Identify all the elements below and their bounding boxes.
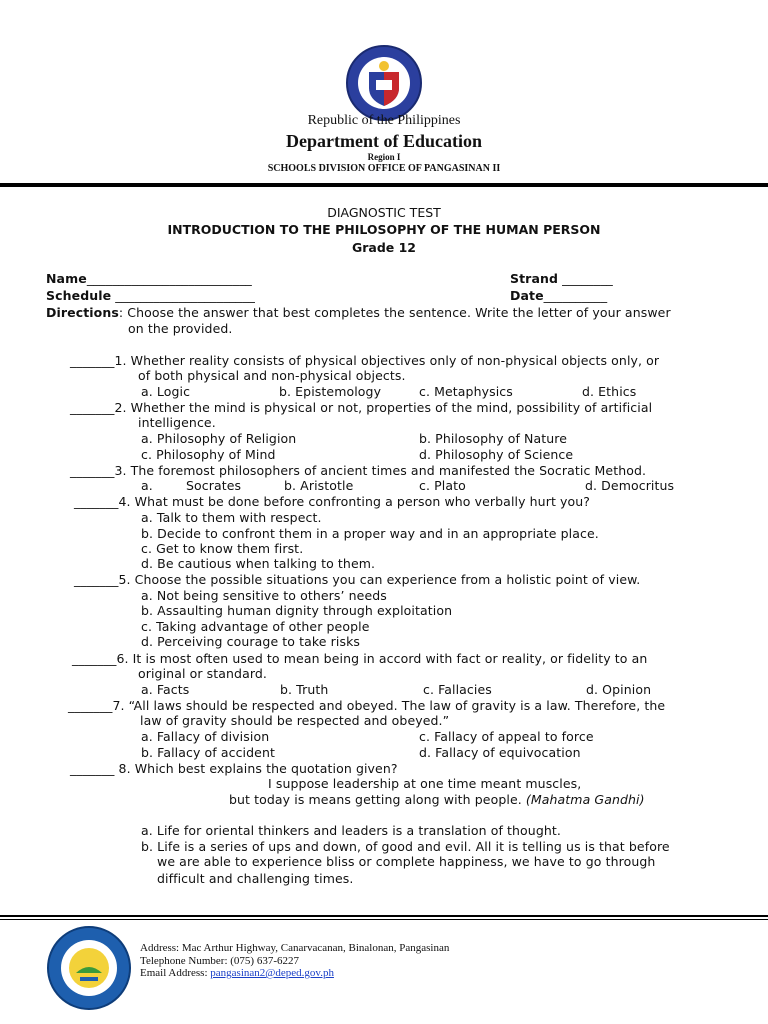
question-7: _______7. “All laws should be respected and obeyed. The law of gravity is a law. Therefore, the xyxy=(68,698,666,713)
q1-option-c: c. Metaphysics xyxy=(419,384,513,399)
question-6: _______6. It is most often used to mean being in accord with fact or reality, or fidelity to an xyxy=(72,651,648,666)
footer-divider-thin xyxy=(0,919,768,920)
q5-option-b: b. Assaulting human dignity through exploitation xyxy=(141,603,453,618)
q7-option-c: c. Fallacy of appeal to force xyxy=(419,729,594,744)
q5-option-a: a. Not being sensitive to others’ needs xyxy=(141,588,387,603)
q6-option-a: a. Facts xyxy=(141,682,190,697)
grade-label: Grade 12 xyxy=(351,240,417,255)
question-5: _______5. Choose the possible situations you can experience from a holistic point of view. xyxy=(74,572,641,587)
q3-option-a: Socrates xyxy=(186,478,242,493)
region-label: Region I xyxy=(367,152,401,162)
q1-option-d: d. Ethics xyxy=(582,384,637,399)
q5-option-d: d. Perceiving courage to take risks xyxy=(141,634,361,649)
q4-option-b: b. Decide to confront them in a proper way and in an appropriate place. xyxy=(141,526,599,541)
department-title: Department of Education xyxy=(286,131,482,151)
test-title: INTRODUCTION TO THE PHILOSOPHY OF THE HUMAN PERSON xyxy=(167,222,601,237)
question-1: _______1. Whether reality consists of physical objectives only of non-physical objects only, or xyxy=(70,353,660,368)
question-8: _______ 8. Which best explains the quotation given? xyxy=(70,761,398,776)
q2-option-c: c. Philosophy of Mind xyxy=(141,447,276,462)
question-2: _______2. Whether the mind is physical or not, properties of the mind, possibility of artificial xyxy=(70,400,653,415)
directions-cont: on the provided. xyxy=(128,321,233,336)
q2-option-a: a. Philosophy of Religion xyxy=(141,431,297,446)
q2-option-d: d. Philosophy of Science xyxy=(419,447,574,462)
q4-option-c: c. Get to know them first. xyxy=(141,541,304,556)
q3-option-d: d. Democritus xyxy=(585,478,675,493)
q8-option-b-cont1: we are able to experience bliss or complete happiness, we have to go through xyxy=(157,854,656,869)
question-3: _______3. The foremost philosophers of ancient times and manifested the Socratic Method. xyxy=(70,463,647,478)
q3-option-a-letter: a. xyxy=(141,478,153,493)
directions: Directions: Choose the answer that best completes the sentence. Write the letter of your answer xyxy=(46,305,671,320)
q6-option-d: d. Opinion xyxy=(586,682,652,697)
question-1-cont: of both physical and non-physical objects. xyxy=(138,368,406,383)
question-6-cont: original or standard. xyxy=(138,666,267,681)
q8-option-b: b. Life is a series of ups and down, of good and evil. All it is telling us is that before xyxy=(141,839,670,854)
header-divider xyxy=(0,183,768,187)
test-type: DIAGNOSTIC TEST xyxy=(327,205,441,220)
footer-email: Email Address: pangasinan2@deped.gov.ph xyxy=(140,967,334,979)
footer-telephone: Telephone Number: (075) 637-6227 xyxy=(140,955,299,967)
name-field[interactable]: Name__________________________ xyxy=(46,271,252,286)
q5-option-c: c. Taking advantage of other people xyxy=(141,619,370,634)
q1-option-b: b. Epistemology xyxy=(279,384,382,399)
q7-option-a: a. Fallacy of division xyxy=(141,729,270,744)
question-7-cont: law of gravity should be respected and obeyed.” xyxy=(140,713,450,728)
footer-address: Address: Mac Arthur Highway, Canarvacanan, Binalonan, Pangasinan xyxy=(140,942,450,954)
q7-option-b: b. Fallacy of accident xyxy=(141,745,275,760)
quote-line-1: I suppose leadership at one time meant muscles, xyxy=(268,776,582,791)
question-2-cont: intelligence. xyxy=(138,415,216,430)
strand-field[interactable]: Strand ________ xyxy=(510,271,613,286)
q8-option-b-cont2: difficult and challenging times. xyxy=(157,871,354,886)
email-link[interactable]: pangasinan2@deped.gov.ph xyxy=(210,967,334,979)
republic-label: Republic of the Philippines xyxy=(307,113,461,128)
division-logo xyxy=(46,925,132,1011)
footer-divider-thick xyxy=(0,915,768,917)
q2-option-b: b. Philosophy of Nature xyxy=(419,431,568,446)
question-4: _______4. What must be done before confronting a person who verbally hurt you? xyxy=(74,494,591,509)
schedule-field[interactable]: Schedule ______________________ xyxy=(46,288,255,303)
deped-seal xyxy=(345,44,423,122)
q3-option-b: b. Aristotle xyxy=(284,478,354,493)
q8-option-a: a. Life for oriental thinkers and leaders is a translation of thought. xyxy=(141,823,561,838)
q6-option-b: b. Truth xyxy=(280,682,329,697)
q1-option-a: a. Logic xyxy=(141,384,191,399)
q7-option-d: d. Fallacy of equivocation xyxy=(419,745,581,760)
date-field[interactable]: Date__________ xyxy=(510,288,608,303)
q4-option-d: d. Be cautious when talking to them. xyxy=(141,556,376,571)
quote-line-2: but today is means getting along with people. (Mahatma Gandhi) xyxy=(229,792,645,807)
q4-option-a: a. Talk to them with respect. xyxy=(141,510,322,525)
q3-option-c: c. Plato xyxy=(419,478,466,493)
division-label: SCHOOLS DIVISION OFFICE OF PANGASINAN II xyxy=(267,163,501,174)
q6-option-c: c. Fallacies xyxy=(423,682,492,697)
